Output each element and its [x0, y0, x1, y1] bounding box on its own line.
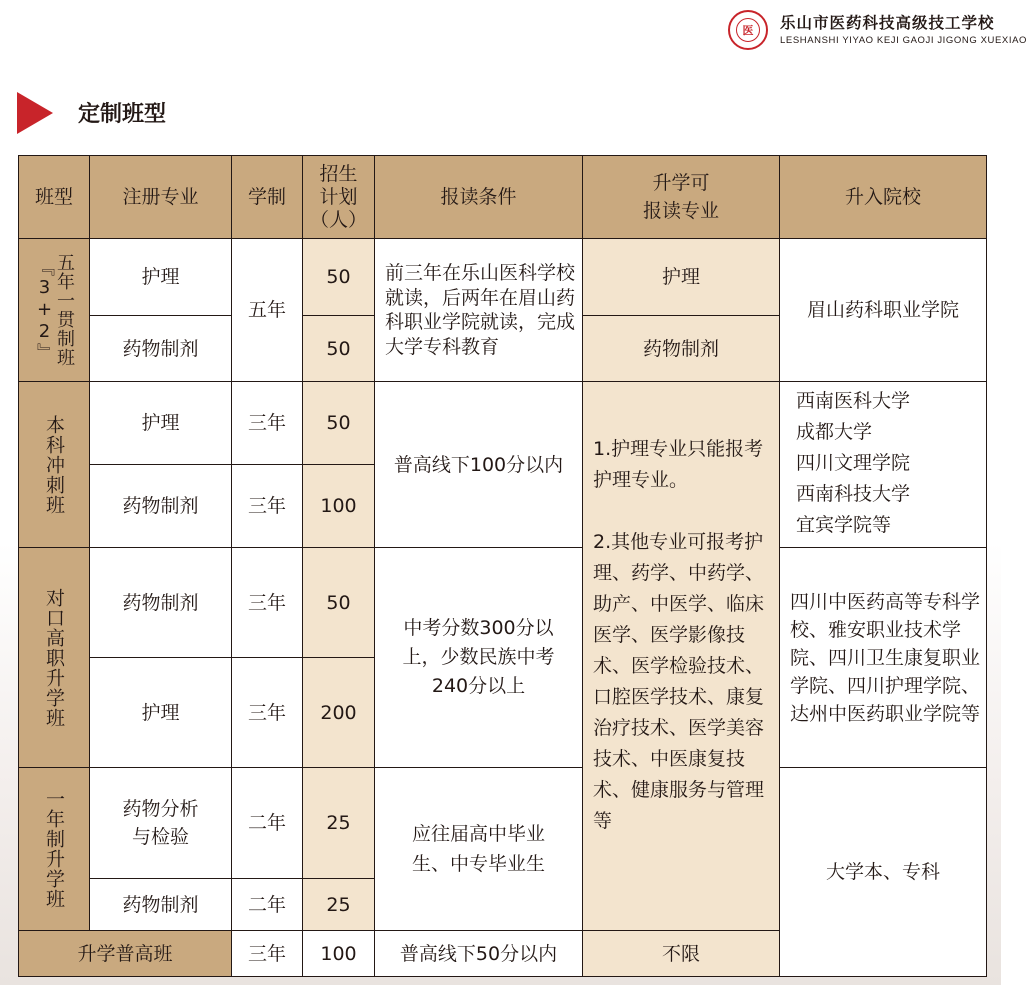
table-cell-school: 西南医科大学 成都大学 四川文理学院 西南科技大学 宜宾学院等: [779, 381, 987, 548]
table-cell-duration: 二年: [231, 767, 303, 879]
table-cell-plan: 200: [302, 657, 375, 768]
table-cell-school: 眉山药科职业学院: [779, 238, 987, 382]
header-major: 注册专业: [89, 155, 232, 239]
group-name-one-year: 一年制升学班: [18, 767, 90, 931]
table-cell-requirement: 中考分数300分以上，少数民族中考240分以上: [374, 547, 583, 768]
table-cell-upgrade-major: 药物制剂: [582, 315, 780, 382]
table-cell-requirement: 普高线下50分以内: [374, 930, 583, 977]
table-cell-major: 药物制剂: [89, 878, 232, 931]
school-logo-icon: 医: [728, 10, 768, 50]
header-duration: 学制: [231, 155, 303, 239]
table-cell-major: 护理: [89, 381, 232, 465]
shared-school-note: 大学本、专科: [779, 767, 987, 977]
table-cell-major: 护理: [89, 657, 232, 768]
table-cell-plan: 25: [302, 767, 375, 879]
table-cell-major: 药物分析 与检验: [89, 767, 232, 879]
header-requirements: 报读条件: [374, 155, 583, 239]
section-title: 定制班型: [78, 102, 167, 127]
table-cell-plan: 100: [302, 464, 375, 548]
table-cell-plan: 50: [302, 381, 375, 465]
school-name-en: LESHANSHI YIYAO KEJI GAOJI JIGONG XUEXIAO: [780, 35, 1027, 46]
table-cell-duration: 五年: [231, 238, 303, 382]
table-cell-requirement: 前三年在乐山医科学校就读，后两年在眉山药科职业学院就读，完成大学专科教育: [374, 238, 583, 382]
table-cell-plan: 50: [302, 238, 375, 316]
table-cell-requirement: 普高线下100分以内: [374, 381, 583, 548]
table-cell-major: 药物制剂: [89, 315, 232, 382]
table-cell-major: 药物制剂: [89, 464, 232, 548]
table-cell-duration: 三年: [231, 657, 303, 768]
group-name-vocational: 对口高职升学班: [18, 547, 90, 768]
table-cell-plan: 50: [302, 315, 375, 382]
table-cell-duration: 三年: [231, 381, 303, 465]
table-cell-plan: 50: [302, 547, 375, 658]
header-enrollment: 招生 计划 （人）: [302, 155, 375, 239]
table-cell-requirement: 应往届高中毕业生、中专毕业生: [374, 767, 583, 931]
table-cell-upgrade-major: 不限: [582, 930, 780, 977]
group-name-undergrad-sprint: 本科冲刺班: [18, 381, 90, 548]
table-cell-plan: 100: [302, 930, 375, 977]
group-name-general-high: 升学普高班: [18, 930, 232, 977]
table-cell-major: 护理: [89, 238, 232, 316]
header-target-schools: 升入院校: [779, 155, 987, 239]
table-cell-major: 药物制剂: [89, 547, 232, 658]
shared-upgrade-note: 1.护理专业只能报考护理专业。 2.其他专业可报考护理、药学、中药学、助产、中医学、临床医学、医学影像技术、医学检验技术、口腔医学技术、康复治疗技术、医学美容技术、中医康复技术、健康服务与管理等: [582, 381, 780, 931]
table-cell-plan: 25: [302, 878, 375, 931]
header-upgrade-majors: 升学可 报读专业: [582, 155, 780, 239]
table-cell-duration: 三年: [231, 547, 303, 658]
table-cell-school: 四川中医药高等专科学校、雅安职业技术学院、四川卫生康复职业学院、四川护理学院、达州中医药职业学院等: [779, 547, 987, 768]
school-name-cn: 乐山市医药科技高级技工学校: [780, 13, 995, 32]
header-class-type: 班型: [18, 155, 90, 239]
table-cell-upgrade-major: 护理: [582, 238, 780, 316]
table-cell-duration: 三年: [231, 930, 303, 977]
table-cell-duration: 二年: [231, 878, 303, 931]
table-cell-duration: 三年: [231, 464, 303, 548]
group-name-five-year: 五年一贯制班『3+2』: [18, 238, 90, 382]
